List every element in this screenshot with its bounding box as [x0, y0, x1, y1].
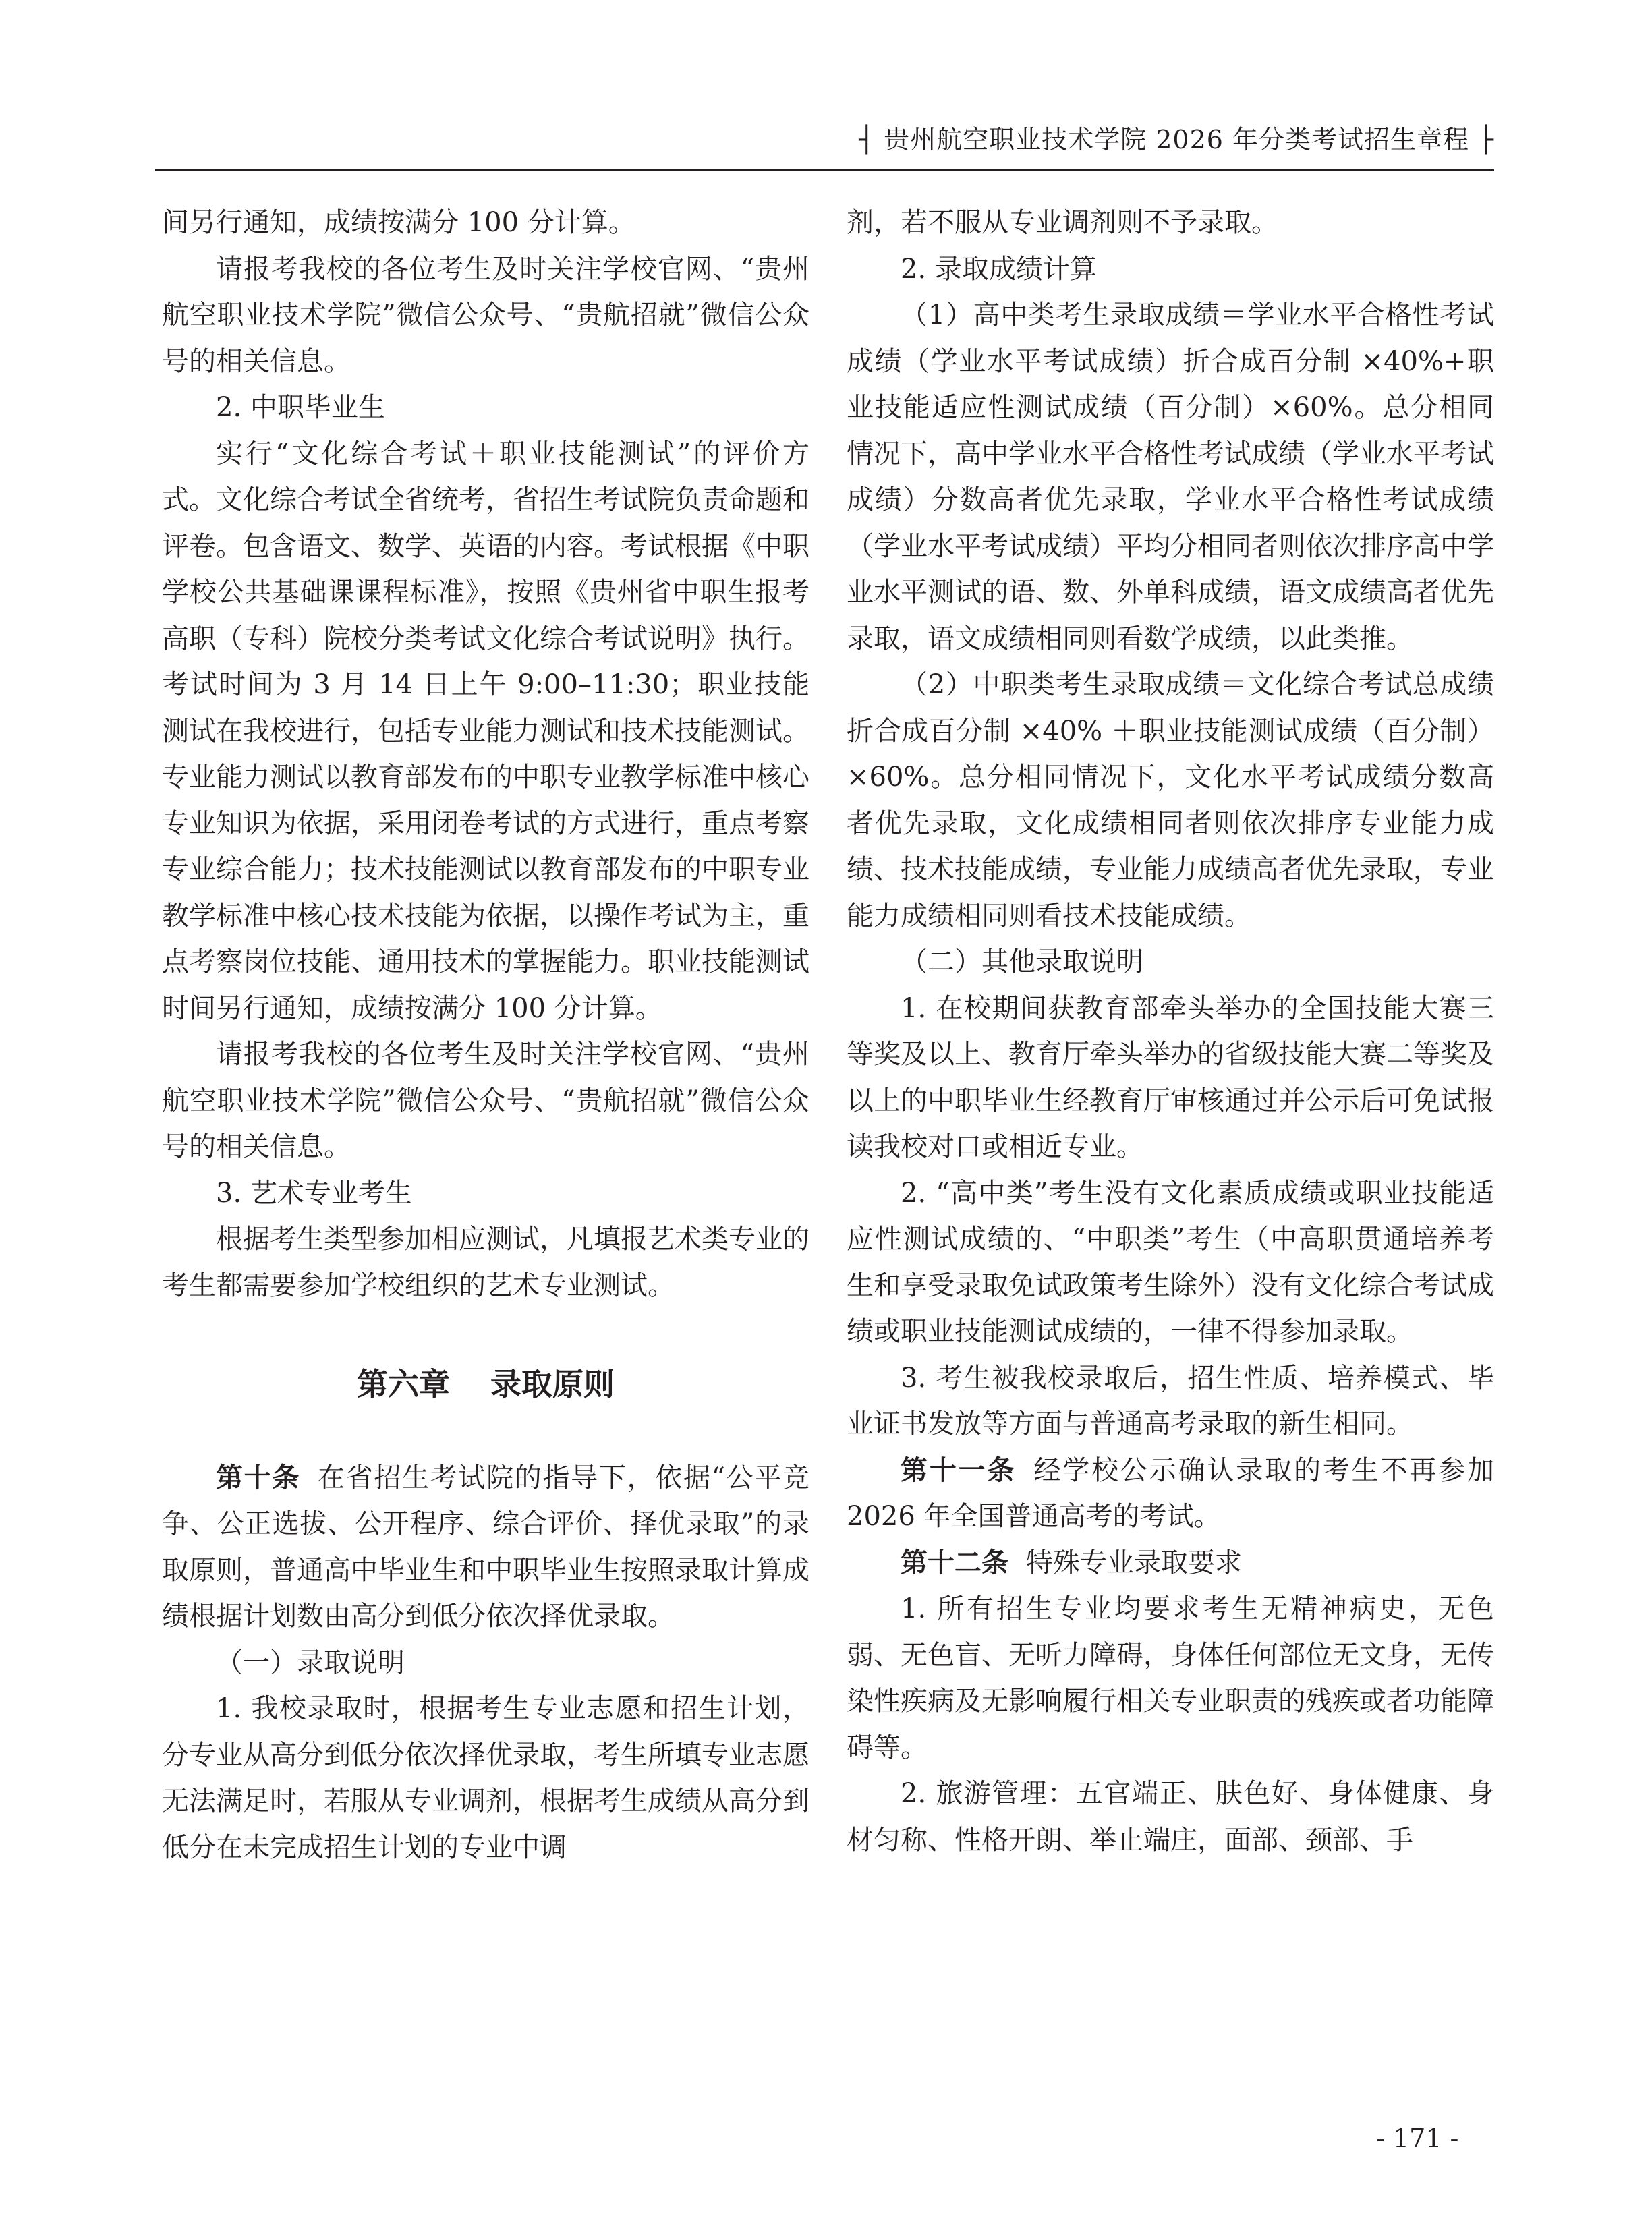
left-column [162, 200, 809, 1871]
chapter-name: 录取原则 [490, 1366, 615, 1402]
page-number: - 171 - [1376, 2123, 1459, 2153]
paragraph: 请报考我校的各位考生及时关注学校官网、“贵州航空职业技术学院”微信公众号、“贵航招就”微信公众号的相关信息。 [162, 253, 809, 377]
chapter-number: 第六章 [357, 1366, 450, 1402]
article-text: 在省招生考试院的指导下，依据“公平竞争、公正选拔、公开程序、综合评价、择优录取”的录取原则，普通高中毕业生和中职毕业生按照录取计算成绩根据计划数由高分到低分依次择优录取。 [162, 1462, 810, 1632]
paragraph: 3. 考生被我校录取后，招生性质、培养模式、毕业证书发放等方面与普通高考录取的新生相同。 [847, 1362, 1494, 1439]
right-column [847, 200, 1494, 1863]
section-heading: （二）其他录取说明 [901, 946, 1143, 977]
article-12 [847, 1540, 1494, 1587]
article-11 [847, 1448, 1494, 1540]
chapter-title [162, 1361, 809, 1408]
article-label: 第十二条 [901, 1547, 1008, 1578]
section-heading: 2. 中职毕业生 [216, 392, 385, 423]
article-text: 经学校公示确认录取的考生不再参加 2026 年全国普通高考的考试。 [847, 1454, 1495, 1532]
paragraph: 剂，若不服从专业调剂则不予录取。 [847, 207, 1278, 238]
article-label: 第十条 [216, 1462, 301, 1493]
paragraph: 1. 所有招生专业均要求考生无精神病史，无色弱、无色盲、无听力障碍，身体任何部位无文身，无传染性疾病及无影响履行相关专业职责的残疾或者功能障碍等。 [847, 1593, 1494, 1763]
article-label: 第十一条 [901, 1454, 1017, 1486]
article-10 [162, 1455, 809, 1640]
paragraph: 实行“文化综合考试＋职业技能测试”的评价方式。文化综合考试全省统考，省招生考试院负责命题和评卷。包含语文、数学、英语的内容。考试根据《中职学校公共基础课课程标准》，按照《贵州省中职生报考高职（专科）院校分类考试文化综合考试说明》执行。考试时间为 3 月 14 日上午 9:00–11:30；职业技能测试在我校进行，包括专业能力测试和技术技能测试。专业能力测试以教育部发布的中职专业教学标准中核心专业知识为依据，采用闭卷考试的方式进行，重点考察专业综合能力；技术技能测试以教育部发布的中职专业教学标准中核心技术技能为依据，以操作考试为主，重点考察岗位技能、通用技术的掌握能力。职业技能测试时间另行通知，成绩按满分 100 分计算。 [162, 438, 809, 1024]
paragraph: 1. 我校录取时，根据考生专业志愿和招生计划，分专业从高分到低分依次择优录取，考生所填专业志愿无法满足时，若服从专业调剂，根据考生成绩从高分到低分在未完成招生计划的专业中调 [162, 1693, 809, 1863]
section-heading: 3. 艺术专业考生 [216, 1177, 412, 1209]
paragraph: 2. 旅游管理：五官端正、肤色好、身体健康、身材匀称、性格开朗、举止端庄，面部、颈部、手 [847, 1778, 1494, 1856]
paragraph: 间另行通知，成绩按满分 100 分计算。 [162, 207, 635, 238]
paragraph: 1. 在校期间获教育部牵头举办的全国技能大赛三等奖及以上、教育厅牵头举办的省级技能大赛二等奖及以上的中职毕业生经教育厅审核通过并公示后可免试报读我校对口或相近专业。 [847, 992, 1494, 1162]
section-heading: （一）录取说明 [216, 1647, 405, 1678]
paragraph: 根据考生类型参加相应测试，凡填报艺术类专业的考生都需要参加学校组织的艺术专业测试。 [162, 1224, 809, 1301]
paragraph: （1）高中类考生录取成绩＝学业水平合格性考试成绩（学业水平考试成绩）折合成百分制 ×40%+职业技能适应性测试成绩（百分制）×60%。总分相同情况下，高中学业水平合格性考试成绩（学业水平考试成绩）分数高者优先录取，学业水平合格性考试成绩（学业水平考试成绩）平均分相同者则依次排序高中学业水平测试的语、数、外单科成绩，语文成绩高者优先录取，语文成绩相同则看数学成绩，以此类推。 [847, 299, 1494, 654]
paragraph: 请报考我校的各位考生及时关注学校官网、“贵州航空职业技术学院”微信公众号、“贵航招就”微信公众号的相关信息。 [162, 1039, 809, 1162]
paragraph: 2. “高中类”考生没有文化素质成绩或职业技能适应性测试成绩的、“中职类”考生（中高职贯通培养考生和享受录取免试政策考生除外）没有文化综合考试成绩或职业技能测试成绩的，一律不得参加录取。 [847, 1177, 1494, 1347]
article-text: 特殊专业录取要求 [1026, 1547, 1242, 1578]
running-header [155, 116, 1494, 171]
header-title: ┤ 贵州航空职业技术学院 2026 年分类考试招生章程 ├ [859, 125, 1494, 154]
section-heading: 2. 录取成绩计算 [901, 253, 1097, 285]
paragraph: （2）中职类考生录取成绩＝文化综合考试总成绩折合成百分制 ×40% ＋职业技能测试成绩（百分制）×60%。总分相同情况下，文化水平考试成绩分数高者优先录取，文化成绩相同者则依次排序专业能力成绩、技术技能成绩，专业能力成绩高者优先录取，专业能力成绩相同则看技术技能成绩。 [847, 669, 1494, 932]
